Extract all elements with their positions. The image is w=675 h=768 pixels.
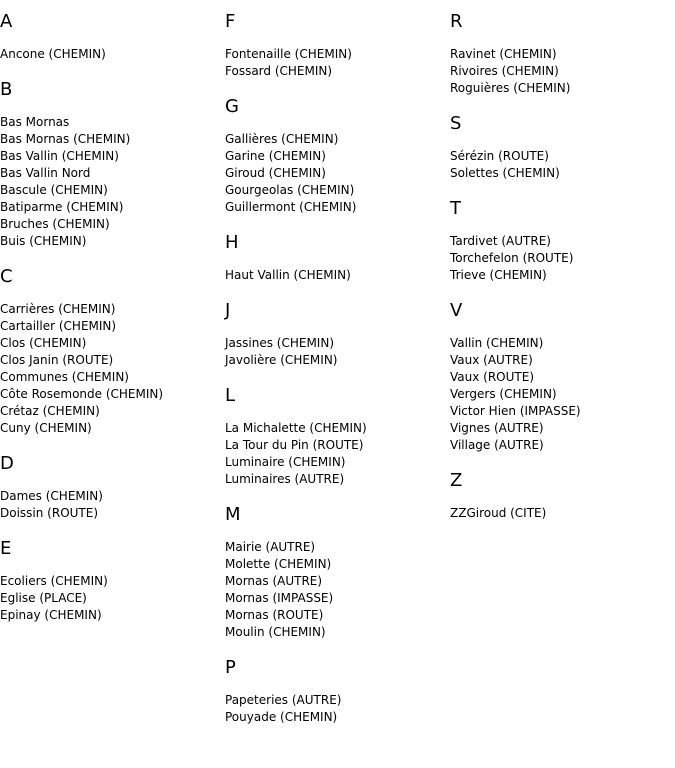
section-letter: R xyxy=(450,11,463,32)
street-link[interactable]: Cartailler (CHEMIN) xyxy=(0,319,117,333)
letter-section xyxy=(225,97,450,216)
street-link[interactable]: Dames (CHEMIN) xyxy=(0,489,103,503)
index-column-2 xyxy=(225,12,450,743)
street-link[interactable]: Ecoliers (CHEMIN) xyxy=(0,574,108,588)
street-link[interactable]: Sérézin (ROUTE) xyxy=(450,149,549,163)
street-list xyxy=(450,505,675,522)
street-link[interactable]: Haut Vallin (CHEMIN) xyxy=(225,268,351,282)
street-link[interactable]: Garine (CHEMIN) xyxy=(225,149,326,163)
street-link[interactable]: Mairie (AUTRE) xyxy=(225,540,316,554)
section-letter: G xyxy=(225,96,239,117)
street-link[interactable]: Molette (CHEMIN) xyxy=(225,557,332,571)
street-link[interactable]: Bas Vallin Nord xyxy=(0,166,91,180)
street-link[interactable]: Mornas (AUTRE) xyxy=(225,574,323,588)
letter-section xyxy=(225,658,450,726)
letter-section xyxy=(0,12,225,63)
street-link[interactable]: Côte Rosemonde (CHEMIN) xyxy=(0,387,164,401)
street-list xyxy=(225,267,450,284)
street-link[interactable]: Vallin (CHEMIN) xyxy=(450,336,544,350)
street-link[interactable]: Guillermont (CHEMIN) xyxy=(225,200,357,214)
section-letter: M xyxy=(225,504,241,525)
street-list xyxy=(225,46,450,80)
letter-section xyxy=(450,301,675,454)
street-list xyxy=(450,148,675,182)
street-link[interactable]: Luminaire (CHEMIN) xyxy=(225,455,346,469)
letter-section xyxy=(225,386,450,488)
street-link[interactable]: Vignes (AUTRE) xyxy=(450,421,544,435)
street-link[interactable]: Trieve (CHEMIN) xyxy=(450,268,547,282)
letter-section xyxy=(450,12,675,97)
section-letter: T xyxy=(450,198,461,219)
section-letter: L xyxy=(225,385,236,406)
street-link[interactable]: Victor Hien (IMPASSE) xyxy=(450,404,581,418)
street-link[interactable]: Fossard (CHEMIN) xyxy=(225,64,333,78)
street-list xyxy=(225,131,450,216)
street-link[interactable]: Giroud (CHEMIN) xyxy=(225,166,326,180)
street-link[interactable]: Mornas (IMPASSE) xyxy=(225,591,334,605)
street-link[interactable]: Eglise (PLACE) xyxy=(0,591,87,605)
street-link[interactable]: Luminaires (AUTRE) xyxy=(225,472,345,486)
section-letter: H xyxy=(225,232,239,253)
letter-section xyxy=(0,80,225,250)
street-list xyxy=(0,488,225,522)
street-link[interactable]: Pouyade (CHEMIN) xyxy=(225,710,338,724)
street-link[interactable]: Gallières (CHEMIN) xyxy=(225,132,339,146)
letter-section xyxy=(0,267,225,437)
letter-section xyxy=(450,114,675,182)
street-link[interactable]: Batiparme (CHEMIN) xyxy=(0,200,124,214)
street-link[interactable]: Village (AUTRE) xyxy=(450,438,544,452)
section-letter: B xyxy=(0,79,13,100)
street-link[interactable]: Bas Vallin (CHEMIN) xyxy=(0,149,119,163)
street-link[interactable]: Jassines (CHEMIN) xyxy=(225,336,335,350)
street-link[interactable]: Moulin (CHEMIN) xyxy=(225,625,326,639)
index-column-3 xyxy=(450,12,675,539)
letter-section xyxy=(225,12,450,80)
street-link[interactable]: Clos Janin (ROUTE) xyxy=(0,353,114,367)
street-link[interactable]: Papeteries (AUTRE) xyxy=(225,693,342,707)
section-letter: C xyxy=(0,266,13,287)
street-link[interactable]: Bascule (CHEMIN) xyxy=(0,183,108,197)
street-link[interactable]: Doissin (ROUTE) xyxy=(0,506,99,520)
letter-section xyxy=(0,539,225,624)
letter-section xyxy=(450,199,675,284)
street-link[interactable]: Ancone (CHEMIN) xyxy=(0,47,106,61)
street-link[interactable]: Tardivet (AUTRE) xyxy=(450,234,551,248)
section-letter: E xyxy=(0,538,12,559)
street-list xyxy=(450,335,675,454)
section-letter: D xyxy=(0,453,14,474)
section-letter: F xyxy=(225,11,236,32)
street-list xyxy=(225,539,450,641)
section-letter: J xyxy=(225,300,231,321)
street-link[interactable]: Gourgeolas (CHEMIN) xyxy=(225,183,355,197)
street-link[interactable]: Cuny (CHEMIN) xyxy=(0,421,92,435)
street-link[interactable]: Javolière (CHEMIN) xyxy=(225,353,338,367)
street-list xyxy=(225,335,450,369)
letter-section xyxy=(0,454,225,522)
street-list xyxy=(450,46,675,97)
street-link[interactable]: Torchefelon (ROUTE) xyxy=(450,251,574,265)
street-list xyxy=(225,420,450,488)
section-letter: V xyxy=(450,300,463,321)
section-letter: Z xyxy=(450,470,463,491)
letter-section xyxy=(225,233,450,284)
street-link[interactable]: Vaux (ROUTE) xyxy=(450,370,534,384)
street-link[interactable]: Bas Mornas (CHEMIN) xyxy=(0,132,131,146)
section-letter: S xyxy=(450,113,462,134)
street-link[interactable]: Vergers (CHEMIN) xyxy=(450,387,557,401)
letter-section xyxy=(225,505,450,641)
street-list xyxy=(0,573,225,624)
street-link[interactable]: Ravinet (CHEMIN) xyxy=(450,47,557,61)
street-link[interactable]: Communes (CHEMIN) xyxy=(0,370,129,384)
street-link[interactable]: Crétaz (CHEMIN) xyxy=(0,404,100,418)
index-column-1 xyxy=(0,12,225,641)
street-link[interactable]: La Michalette (CHEMIN) xyxy=(225,421,367,435)
section-letter: A xyxy=(0,11,13,32)
section-letter: P xyxy=(225,657,236,678)
letter-section xyxy=(450,471,675,522)
street-list xyxy=(225,692,450,726)
letter-section xyxy=(225,301,450,369)
street-link[interactable]: Mornas (ROUTE) xyxy=(225,608,324,622)
street-link[interactable]: Vaux (AUTRE) xyxy=(450,353,533,367)
street-link[interactable]: Buis (CHEMIN) xyxy=(0,234,87,248)
street-link[interactable]: Bas Mornas xyxy=(0,115,70,129)
street-list xyxy=(0,114,225,250)
street-link[interactable]: Rivoires (CHEMIN) xyxy=(450,64,559,78)
street-link[interactable]: La Tour du Pin (ROUTE) xyxy=(225,438,364,452)
street-list xyxy=(0,46,225,63)
street-list xyxy=(450,233,675,284)
street-link[interactable]: Epinay (CHEMIN) xyxy=(0,608,102,622)
street-link[interactable]: Carrières (CHEMIN) xyxy=(0,302,116,316)
street-link[interactable]: Clos (CHEMIN) xyxy=(0,336,87,350)
street-link[interactable]: ZZGiroud (CITE) xyxy=(450,506,547,520)
street-list xyxy=(0,301,225,437)
street-link[interactable]: Fontenaille (CHEMIN) xyxy=(225,47,352,61)
street-link[interactable]: Roguières (CHEMIN) xyxy=(450,81,571,95)
street-link[interactable]: Solettes (CHEMIN) xyxy=(450,166,560,180)
street-link[interactable]: Bruches (CHEMIN) xyxy=(0,217,110,231)
